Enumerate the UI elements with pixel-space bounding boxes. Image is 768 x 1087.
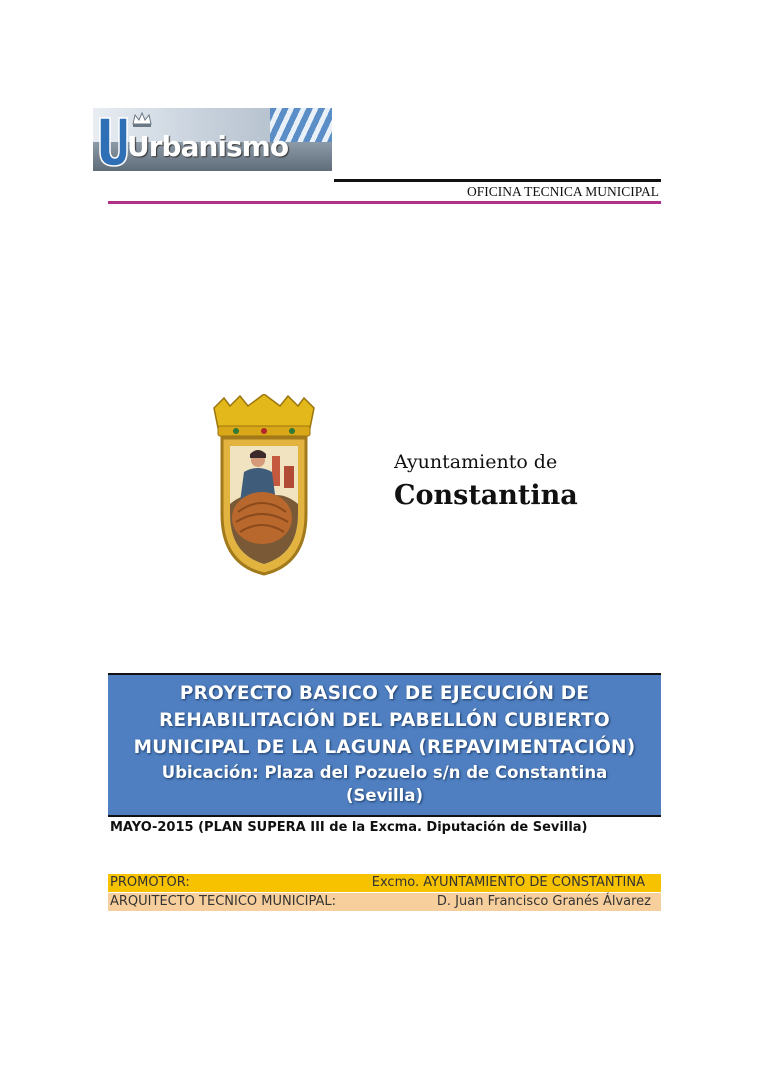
project-title-box (108, 675, 661, 815)
small-crown-icon (131, 110, 153, 128)
header-rule-magenta (108, 201, 661, 204)
project-date: MAYO-2015 (PLAN SUPERA III de la Excma. Diputación de Sevilla) (110, 820, 588, 835)
project-rule-bottom (108, 815, 661, 817)
architect-label: ARQUITECTO TECNICO MUNICIPAL: (110, 894, 337, 909)
municipality-name: Constantina (394, 480, 578, 511)
architect-value: D. Juan Francisco Granés Álvarez (436, 894, 651, 909)
project-title-line-1: PROYECTO BASICO Y DE EJECUCIÓN DE (179, 683, 590, 704)
promotor-label: PROMOTOR: (110, 875, 190, 890)
logo-text: Urbanismo (127, 130, 289, 163)
project-location-line-2: (Sevilla) (345, 786, 423, 805)
office-title: OFICINA TECNICA MUNICIPAL (466, 184, 659, 199)
header-rule-black (334, 179, 661, 182)
project-title-line-2: REHABILITACIÓN DEL PABELLÓN CUBIERTO (159, 710, 610, 731)
architect-row (108, 893, 661, 911)
logo-letter-u-icon (97, 112, 129, 168)
municipality-prefix: Ayuntamiento de (394, 451, 558, 473)
promotor-row (108, 874, 661, 892)
project-location-line-1: Ubicación: Plaza del Pozuelo s/n de Constantina (161, 763, 608, 782)
project-title-line-3: MUNICIPAL DE LA LAGUNA (REPAVIMENTACIÓN) (133, 737, 636, 758)
urbanismo-logo (93, 108, 332, 171)
promotor-value: Excmo. AYUNTAMIENTO DE CONSTANTINA (371, 875, 645, 890)
coat-of-arms-icon (206, 394, 322, 576)
